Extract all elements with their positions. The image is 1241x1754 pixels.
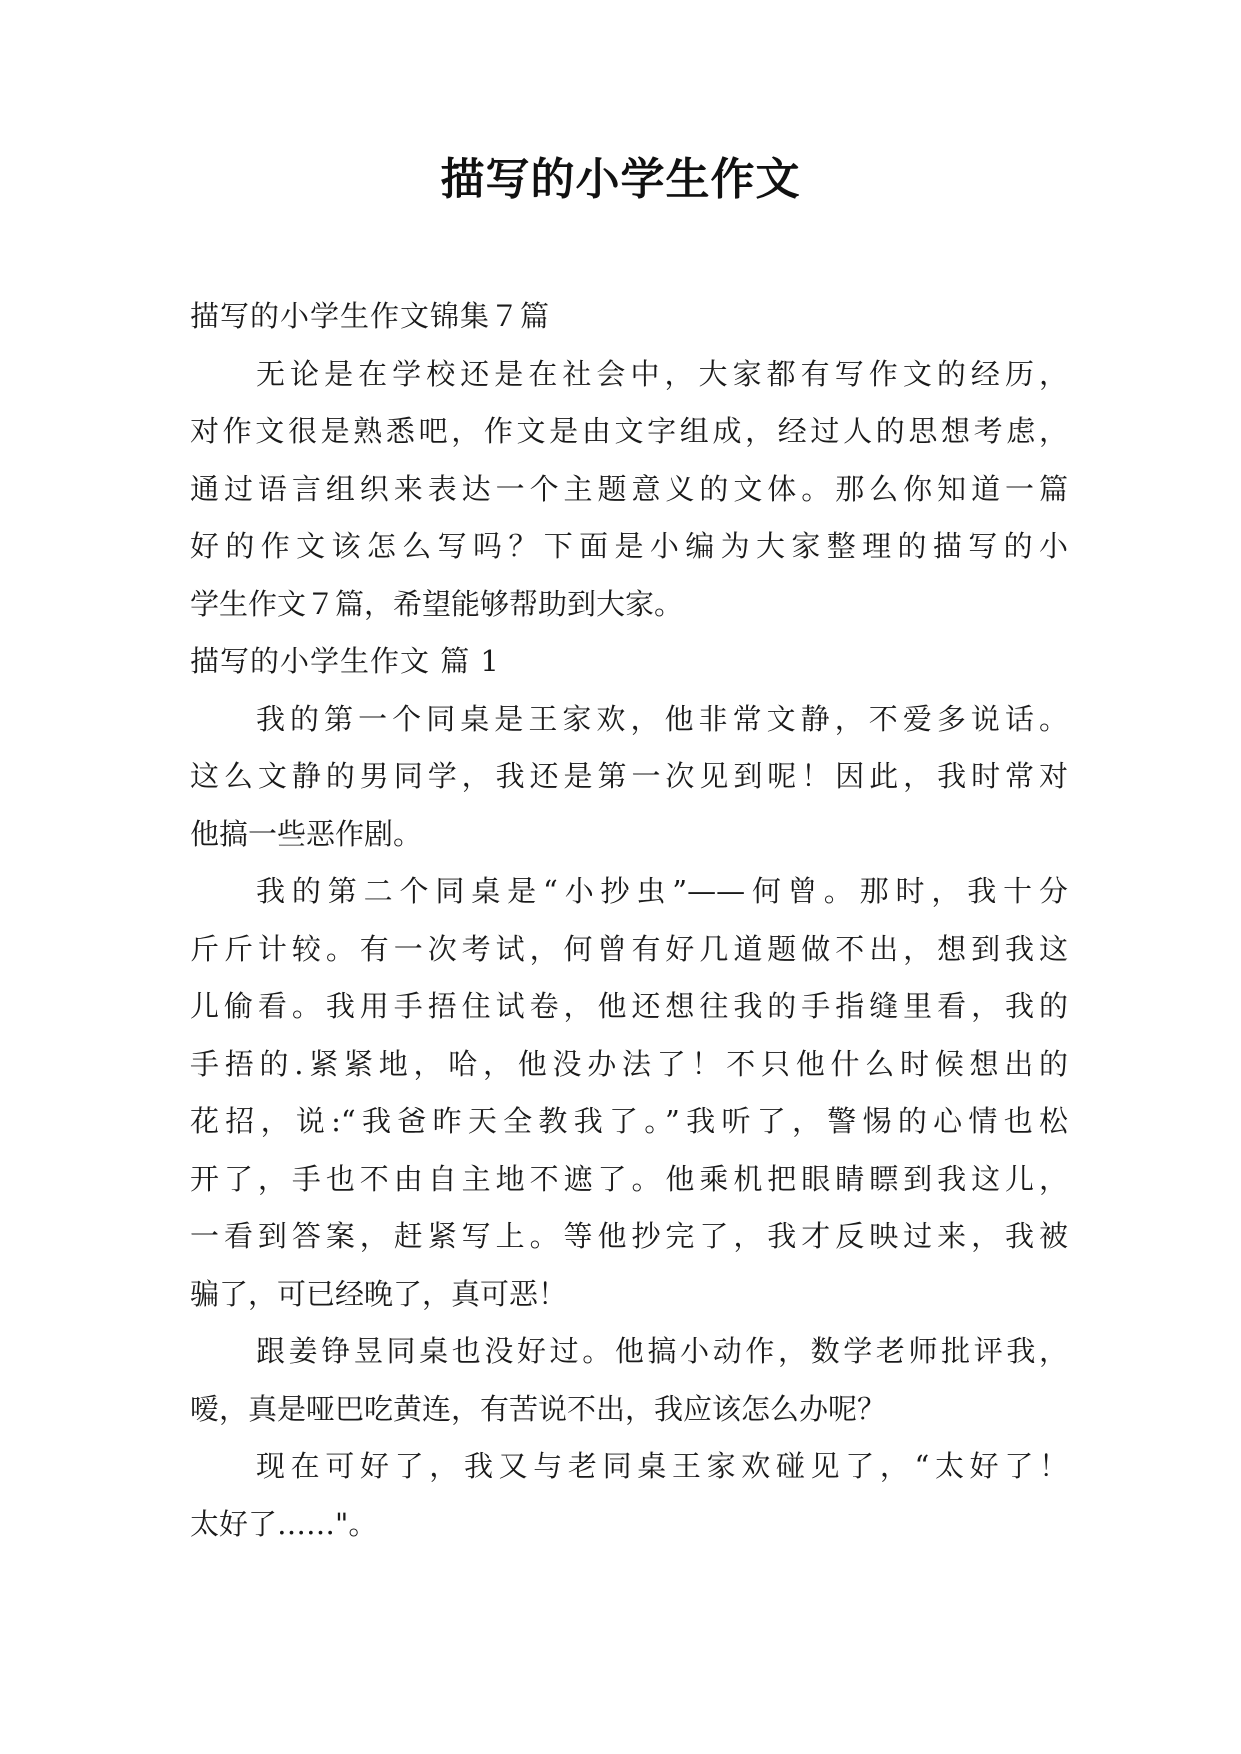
- section-heading: 描写的小学生作文 篇 1: [190, 644, 500, 678]
- text-line: 无论是在学校还是在社会中，大家都有写作文的经历，: [256, 356, 1068, 391]
- text-line: 这么文静的男同学，我还是第一次见到呢！因此，我时常对: [190, 759, 1068, 793]
- text-line: 跟姜铮昱同桌也没好过。他搞小动作，数学老师批评我，: [256, 1334, 1068, 1368]
- paragraph-2: [190, 863, 1068, 1323]
- text-line: 太好了……"。: [190, 1506, 378, 1541]
- text-line: 一看到答案，赶紧写上。等他抄完了，我才反映过来，我被: [190, 1219, 1068, 1253]
- text-line: 嗳，真是哑巴吃黄连，有苦说不出，我应该怎么办呢？: [190, 1391, 887, 1426]
- text-line: 通过语言组织来表达一个主题意义的文体。那么你知道一篇: [190, 471, 1068, 506]
- document-body: [190, 288, 1068, 1553]
- text-line: 开了，手也不由自主地不遮了。他乘机把眼睛瞟到我这儿，: [190, 1161, 1068, 1196]
- text-line: 手捂的.紧紧地，哈，他没办法了！不只他什么时候想出的: [190, 1046, 1068, 1081]
- text-line: 他搞一些恶作剧。: [190, 816, 423, 851]
- text-line: 好的作文该怎么写吗？下面是小编为大家整理的描写的小: [190, 529, 1068, 563]
- paragraph-1: [190, 691, 1068, 864]
- intro-paragraph: [190, 346, 1068, 634]
- text-line: 学生作文７篇，希望能够帮助到大家。: [190, 586, 684, 621]
- text-line: 花招，说:“我爸昨天全教我了。”我听了，警惕的心情也松: [190, 1104, 1068, 1138]
- text-line: 儿偷看。我用手捂住试卷，他还想往我的手指缝里看，我的: [190, 989, 1068, 1023]
- text-line: 斤斤计较。有一次考试，何曾有好几道题做不出，想到我这: [190, 931, 1068, 966]
- text-line: 骗了，可已经晚了，真可恶！: [190, 1276, 568, 1311]
- text-line: 我的第一个同桌是王家欢，他非常文静，不爱多说话。: [256, 701, 1068, 736]
- text-line: 现在可好了，我又与老同桌王家欢碰见了，“太好了！: [256, 1449, 1068, 1483]
- text-line: 对作文很是熟悉吧，作文是由文字组成，经过人的思想考虑，: [190, 414, 1068, 448]
- collection-heading: 描写的小学生作文锦集７篇: [190, 299, 551, 333]
- paragraph-3: [190, 1323, 1068, 1438]
- paragraph-4: [190, 1438, 1068, 1553]
- text-line: 我的第二个同桌是“小抄虫”——何曾。那时，我十分: [256, 874, 1068, 908]
- document-title: 描写的小学生作文: [440, 154, 801, 205]
